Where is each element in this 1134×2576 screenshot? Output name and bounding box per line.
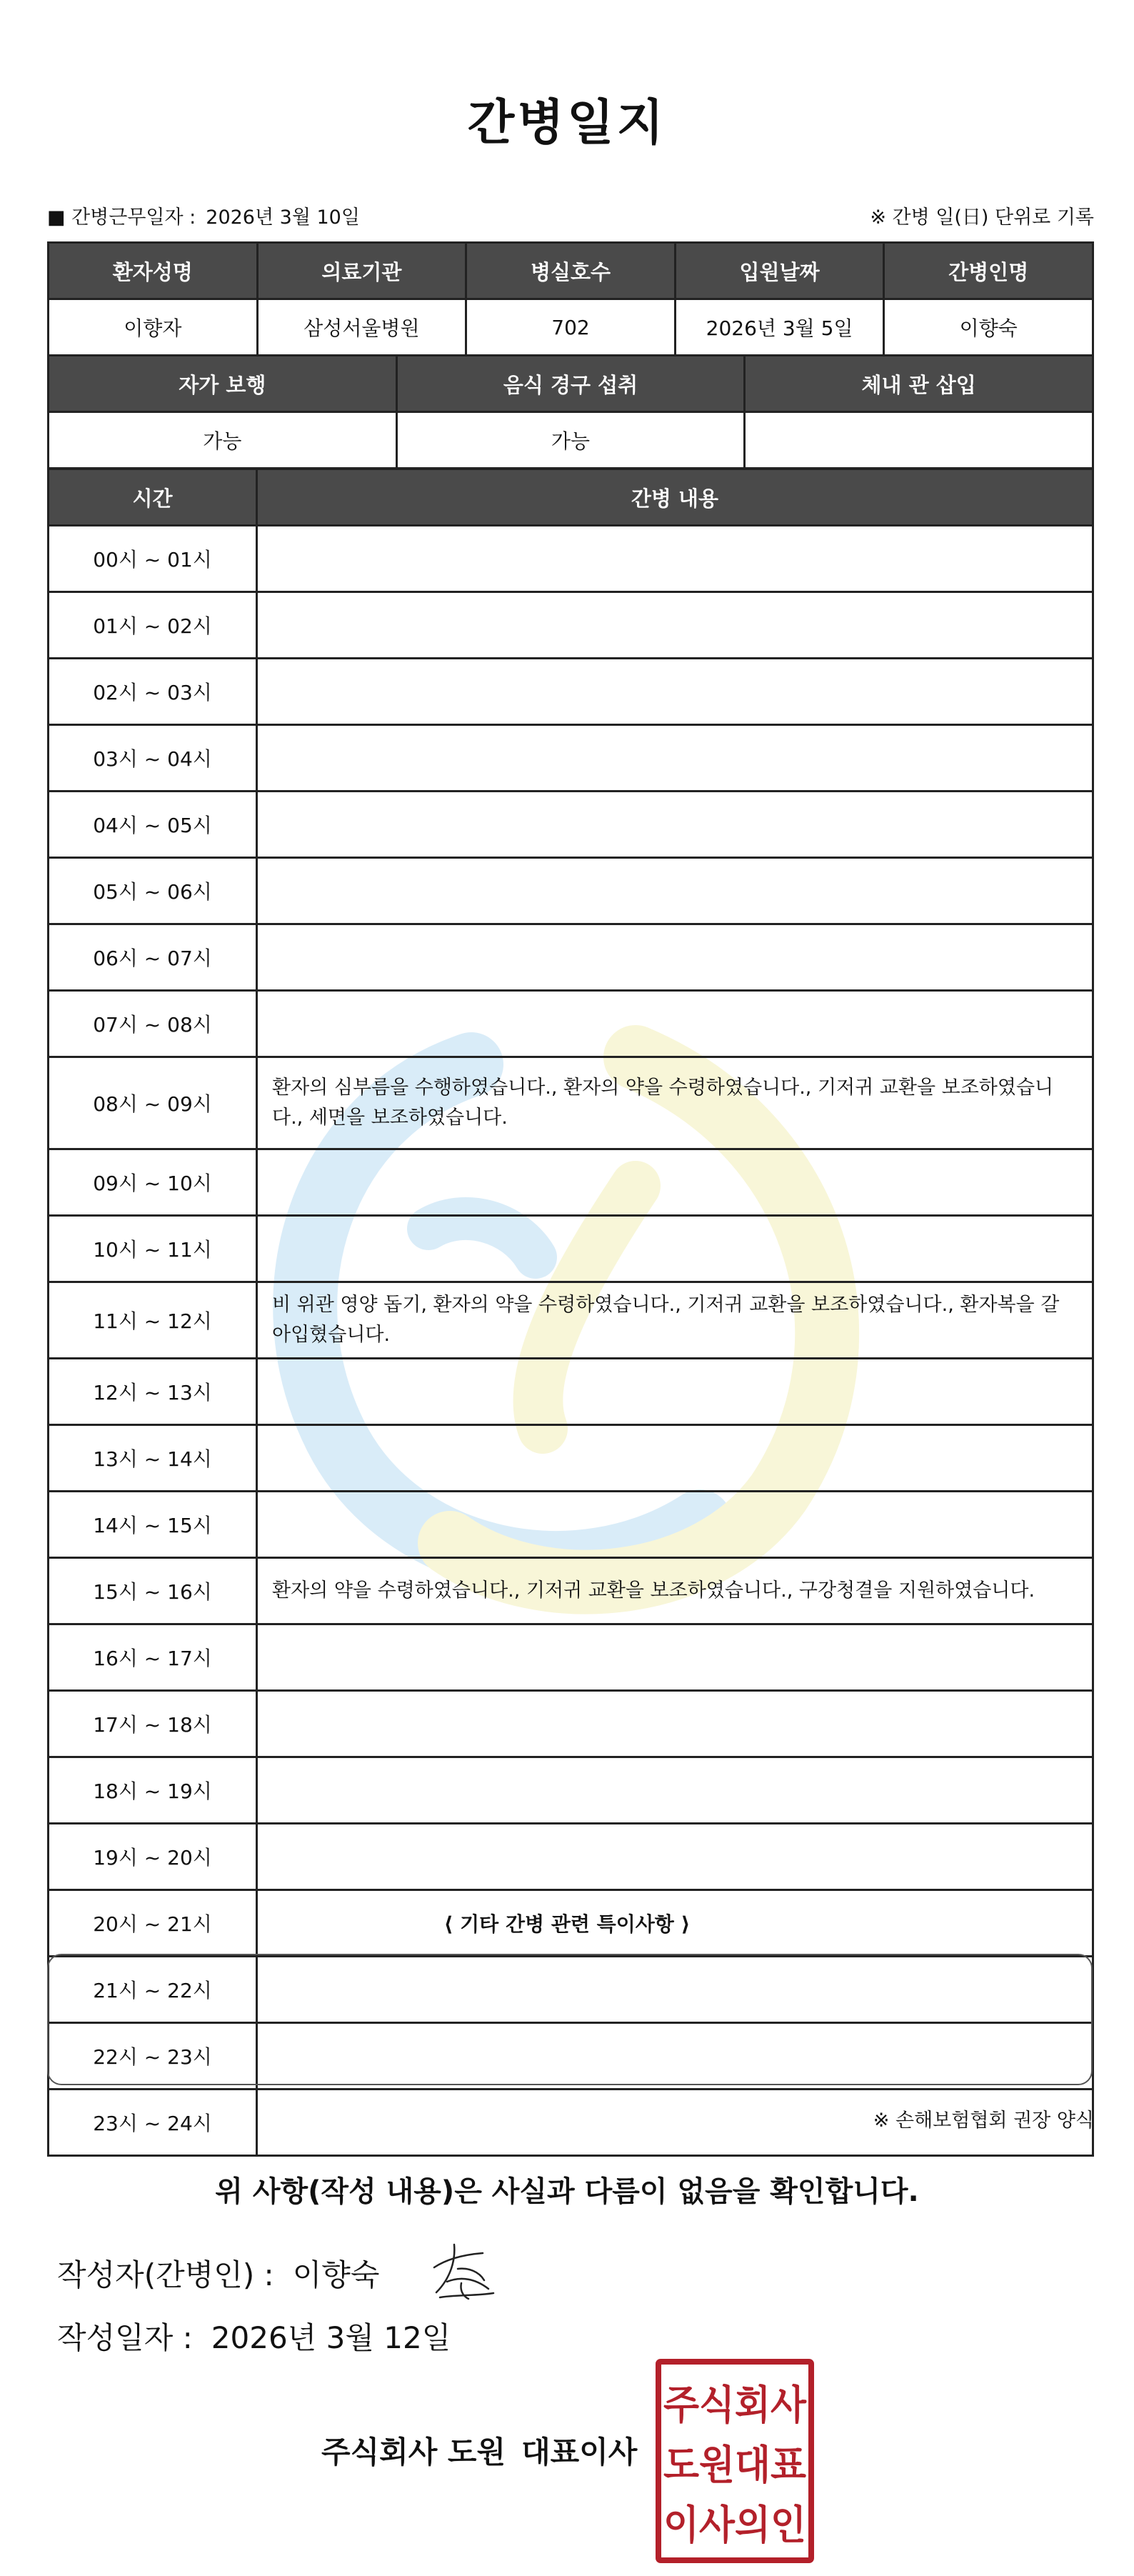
write-date-line [57, 2315, 451, 2357]
write-date-value: 2026년 3월 12일 [211, 2320, 451, 2355]
unit-note: ※ 간병 일(日) 단위로 기록 [870, 206, 1094, 229]
log-content [257, 659, 1093, 725]
confirmation-statement: 위 사항(작성 내용)은 사실과 다름이 없음을 확인합니다. [215, 2175, 919, 2208]
log-time: 19시 ~ 20시 [49, 1824, 257, 1890]
log-row [49, 1558, 1093, 1624]
log-row [49, 725, 1093, 792]
header-care-content: 간병 내용 [257, 469, 1093, 526]
log-time: 12시 ~ 13시 [49, 1359, 257, 1425]
header-hospital: 의료기관 [257, 243, 466, 299]
log-time: 11시 ~ 12시 [49, 1282, 257, 1359]
log-content: 환자의 약을 수령하였습니다., 기저귀 교환을 보조하였습니다., 구강청결을 지원하였습니다. [257, 1558, 1093, 1624]
work-date-value: 2026년 3월 10일 [206, 206, 360, 229]
log-time: 16시 ~ 17시 [49, 1624, 257, 1691]
log-content: 비 위관 영양 돕기, 환자의 약을 수령하였습니다., 기저귀 교환을 보조하였습니다., 환자복을 갈아입혔습니다. [257, 1282, 1093, 1359]
document-title: 간병일지 [467, 95, 667, 151]
log-time: 09시 ~ 10시 [49, 1149, 257, 1216]
log-time: 00시 ~ 01시 [49, 526, 257, 592]
log-content [257, 858, 1093, 924]
log-time: 05시 ~ 06시 [49, 858, 257, 924]
care-log-table [47, 468, 1094, 2157]
log-row [49, 1757, 1093, 1824]
header-tube-insertion: 체내 관 삽입 [745, 356, 1093, 412]
header-patient-name: 환자성명 [49, 243, 258, 299]
log-row [49, 1624, 1093, 1691]
log-row [49, 1057, 1093, 1149]
log-row [49, 1359, 1093, 1425]
work-date [47, 201, 370, 229]
header-admission-date: 입원날짜 [675, 243, 884, 299]
header-caregiver-name: 간병인명 [884, 243, 1093, 299]
log-row [49, 858, 1093, 924]
tube-insertion-value [745, 412, 1093, 469]
log-row [49, 924, 1093, 991]
log-time: 22시 ~ 23시 [49, 2023, 257, 2090]
log-content [257, 1691, 1093, 1757]
header-oral-intake: 음식 경구 섭취 [396, 356, 745, 412]
log-time: 08시 ~ 09시 [49, 1057, 257, 1149]
log-row [49, 792, 1093, 858]
work-date-label: ■ 간병근무일자 : [47, 206, 196, 229]
log-content [257, 1824, 1093, 1890]
log-content [257, 1492, 1093, 1558]
log-time: 15시 ~ 16시 [49, 1558, 257, 1624]
log-content [257, 1216, 1093, 1282]
log-content [257, 991, 1093, 1057]
log-row [49, 526, 1093, 592]
status-table [47, 354, 1094, 469]
log-row [49, 1216, 1093, 1282]
log-content [257, 526, 1093, 592]
log-content [257, 1425, 1093, 1492]
log-content [257, 792, 1093, 858]
writer-label: 작성자(간병인) : [57, 2257, 274, 2292]
header-room: 병실호수 [466, 243, 676, 299]
log-time: 18시 ~ 19시 [49, 1757, 257, 1824]
admission-date: 2026년 3월 5일 [675, 299, 884, 356]
log-content [257, 1624, 1093, 1691]
write-date-label: 작성일자 : [57, 2320, 193, 2355]
writer-line [57, 2252, 379, 2295]
log-content [257, 1757, 1093, 1824]
log-time: 23시 ~ 24시 [49, 2090, 257, 2156]
header-time: 시간 [49, 469, 257, 526]
log-row [49, 1492, 1093, 1558]
log-content [257, 725, 1093, 792]
company-seal [654, 2357, 816, 2565]
form-note: ※ 손해보험협회 권장 양식 [873, 2110, 1094, 2132]
log-time: 10시 ~ 11시 [49, 1216, 257, 1282]
log-row [49, 659, 1093, 725]
self-walking-value: 가능 [49, 412, 397, 469]
log-row [49, 991, 1093, 1057]
log-content [257, 924, 1093, 991]
log-row [49, 1149, 1093, 1216]
patient-info-table [47, 241, 1094, 356]
log-time: 06시 ~ 07시 [49, 924, 257, 991]
oral-intake-value: 가능 [396, 412, 745, 469]
log-content [257, 1149, 1093, 1216]
log-time: 03시 ~ 04시 [49, 725, 257, 792]
log-time: 02시 ~ 03시 [49, 659, 257, 725]
room-number: 702 [466, 299, 676, 356]
company-line [321, 2429, 653, 2472]
log-row [49, 1691, 1093, 1757]
seal-line-2: 도원대표 [663, 2442, 806, 2489]
log-content [257, 592, 1093, 659]
log-row [49, 1282, 1093, 1359]
log-row [49, 1824, 1093, 1890]
log-time: 14시 ~ 15시 [49, 1492, 257, 1558]
log-row [49, 592, 1093, 659]
log-row [49, 1425, 1093, 1492]
special-notes-title: ⟨ 기타 간병 관련 특이사항 ⟩ [443, 1912, 691, 1936]
seal-line-1: 주식회사 [663, 2382, 807, 2429]
log-time: 04시 ~ 05시 [49, 792, 257, 858]
meta-row [47, 201, 1094, 229]
special-notes-box [47, 1954, 1093, 2085]
log-time: 01시 ~ 02시 [49, 592, 257, 659]
log-content [257, 1359, 1093, 1425]
log-time: 20시 ~ 21시 [49, 1890, 257, 1957]
patient-name: 이향자 [49, 299, 258, 356]
signature [426, 2239, 497, 2303]
log-time: 21시 ~ 22시 [49, 1957, 257, 2023]
hospital: 삼성서울병원 [257, 299, 466, 356]
company-name: 주식회사 도원 [321, 2435, 506, 2470]
caregiver-name: 이향숙 [884, 299, 1093, 356]
seal-line-3: 이사의인 [663, 2502, 806, 2549]
company-title: 대표이사 [521, 2435, 638, 2470]
log-time: 07시 ~ 08시 [49, 991, 257, 1057]
log-time: 13시 ~ 14시 [49, 1425, 257, 1492]
header-self-walking: 자가 보행 [49, 356, 397, 412]
writer-name: 이향숙 [292, 2257, 380, 2292]
log-time: 17시 ~ 18시 [49, 1691, 257, 1757]
log-content: 환자의 심부름을 수행하였습니다., 환자의 약을 수령하였습니다., 기저귀 교환을 보조하였습니다., 세면을 보조하였습니다. [257, 1057, 1093, 1149]
